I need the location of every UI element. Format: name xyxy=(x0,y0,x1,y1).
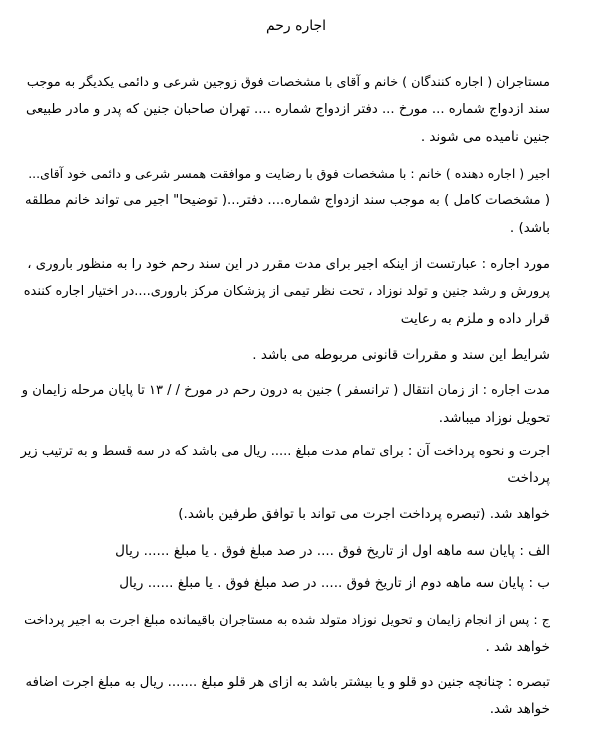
text-line: جنین نامیده می شوند . xyxy=(420,129,550,145)
text-line: خواهد شد. (تبصره پرداخت اجرت می تواند با توافق طرفین باشد.) xyxy=(178,506,550,522)
text-line: پرورش و رشد جنین و تولد نوزاد ، تحت نظر تیمی از پزشکان مرکز باروری....در اختیار اجاره کننده xyxy=(23,284,550,299)
text-line: خواهد شد . xyxy=(485,639,550,655)
text-line: قرار داده و ملزم به رعایت xyxy=(400,311,550,327)
text-line: خواهد شد. xyxy=(489,701,550,717)
text-line: الف : پایان سه ماهه اول از تاریخ فوق .... در صد مبلغ فوق . یا مبلغ ...... ریال xyxy=(115,543,550,559)
text-line: شرایط این سند و مقررات قانونی مربوطه می باشد . xyxy=(252,347,550,363)
document-title: اجاره رحم xyxy=(265,18,327,34)
text-line: مستاجران ( اجاره کنندگان ) خانم و آقای با مشخصات فوق زوجین شرعی و دائمی یکدیگر به موجب xyxy=(26,75,550,90)
text-line: مورد اجاره : عبارتست از اینکه اجیر برای مدت مقرر در این سند رحم خود را به منظور باروری ، xyxy=(27,257,550,272)
text-line: سند ازدواج شماره ... مورخ ... دفتر ازدواج شماره .... تهران صاحبان جنین که پدر و مادر طبیعی xyxy=(25,102,550,117)
text-line: ( مشخصات کامل ) به موجب سند ازدواج شماره.... دفتر...( توضیحا" اجیر می تواند خانم مطلقه xyxy=(25,193,550,208)
text-line: ب : پایان سه ماهه دوم از تاریخ فوق ..... در صد مبلغ فوق . یا مبلغ ...... ریال xyxy=(119,575,550,591)
text-line: اجرت و نحوه پرداخت آن : برای تمام مدت مبلغ ..... ریال می باشد که در سه قسط و به ترتیب زیر xyxy=(20,444,550,459)
text-line: اجیر ( اجاره دهنده ) خانم : با مشخصات فوق با رضایت و موافقت همسر شرعی و دائمی خود آقای... xyxy=(28,166,550,181)
text-line: پرداخت xyxy=(507,470,550,486)
text-line: مدت اجاره : از زمان انتقال ( ترانسفر ) جنین به درون رحم در مورخ / / ۱۳ تا پایان مرحله زایمان و xyxy=(21,383,550,398)
text-line: تبصره : چنانچه جنین دو قلو و یا بیشتر باشد به ازای هر قلو مبلغ ....... ریال به مبلغ اجرت اضافه xyxy=(25,675,550,690)
text-line: تحویل نوزاد میباشد. xyxy=(438,410,550,426)
text-line: ج : پس از انجام زایمان و تحویل نوزاد متولد شده به مستاجران باقیمانده مبلغ اجرت به اجیر پرداخت xyxy=(24,613,550,628)
text-line: باشد) . xyxy=(509,220,550,236)
